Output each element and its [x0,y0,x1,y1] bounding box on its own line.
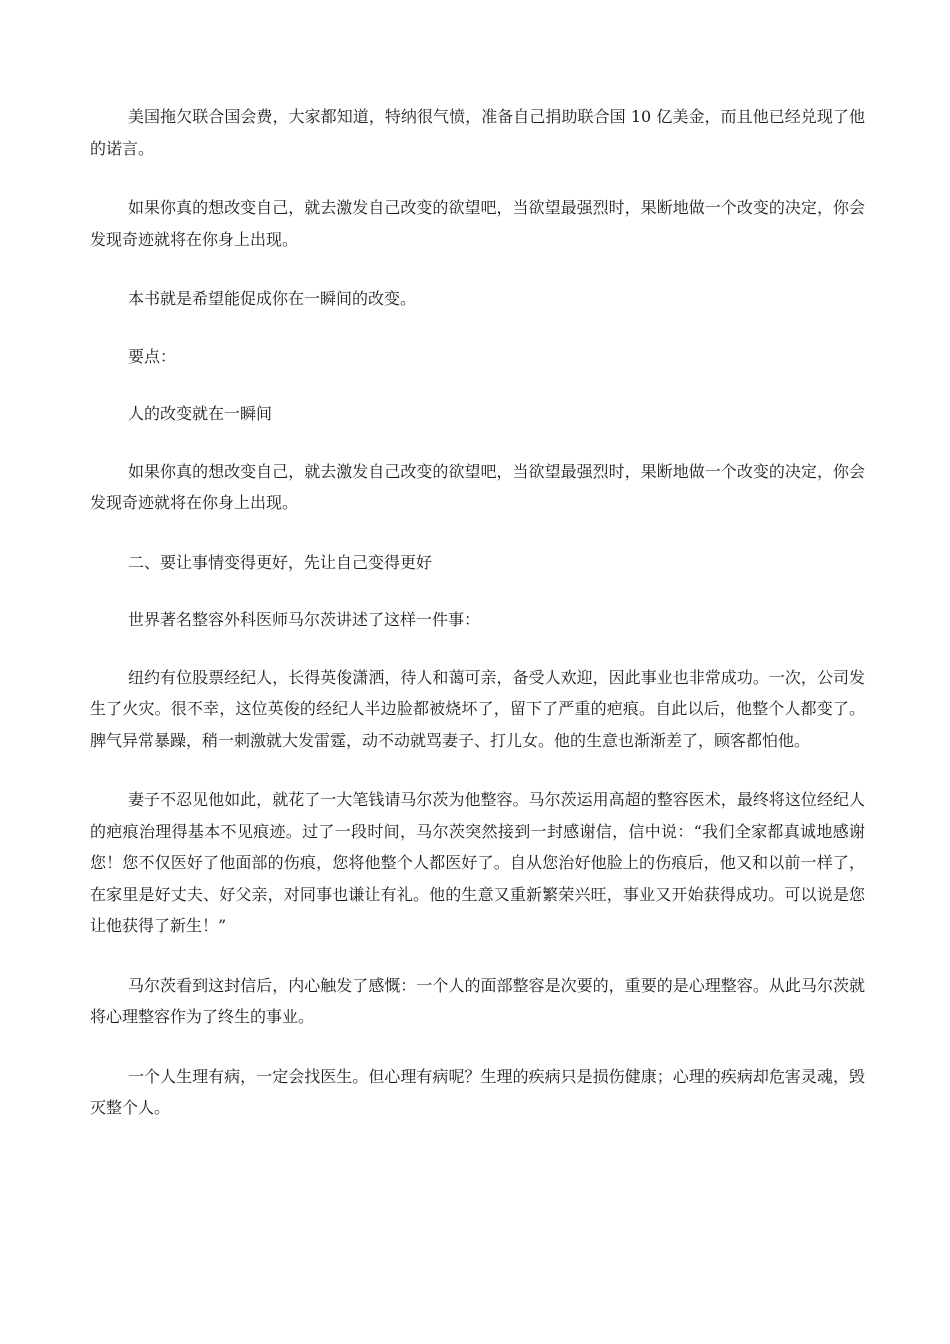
paragraph-maltz-reflection: 马尔茨看到这封信后，内心触发了感慨：一个人的面部整容是次要的，重要的是心理整容。从此马尔茨就将心理整容作为了终生的事业。 [90,975,865,1026]
paragraph-wife-letter: 妻子不忍见他如此，就花了一大笔钱请马尔茨为他整容。马尔茨运用高超的整容医术，最终将这位经纪人的疤痕治理得基本不见痕迹。过了一段时间，马尔茨突然接到一封感谢信，信中说：“我们全家都真诚地感谢您！您不仅医好了他面部的伤痕，您将他整个人都医好了。自从您治好他脸上的伤痕后，他又和以前一样了，在家里是好丈夫、好父亲，对同事也谦让有礼。他的生意又重新繁荣兴旺，事业又开始获得成功。可以说是您让他获得了新生！” [90,790,865,935]
paragraph-broker-story: 纽约有位股票经纪人，长得英俊潇洒，待人和蔼可亲，备受人欢迎，因此事业也非常成功。一次，公司发生了火灾。很不幸，这位英俊的经纪人半边脸都被烧坏了，留下了严重的疤痕。自此以后，他整个人都变了。脾气异常暴躁，稍一刺激就大发雷霆，动不动就骂妻子、打儿女。他的生意也渐渐差了，顾客都怕他。 [90,667,865,750]
section-heading: 二、要让事情变得更好，先让自己变得更好 [128,552,433,572]
paragraph-desire-change: 如果你真的想改变自己，就去激发自己改变的欲望吧，当欲望最强烈时，果断地做一个改变的决定，你会发现奇迹就将在你身上出现。 [90,198,865,249]
paragraph-key-points-label: 要点： [128,346,177,366]
document-body [90,101,865,1152]
paragraph-maltz-intro: 世界著名整容外科医师马尔茨讲述了这样一件事： [128,610,481,629]
paragraph-mental-illness: 一个人生理有病，一定会找医生。但心理有病呢？生理的疾病只是损伤健康；心理的疾病却危害灵魂，毁灭整个人。 [90,1066,865,1117]
paragraph-key-point: 人的改变就在一瞬间 [128,404,273,423]
paragraph-desire-change-repeat: 如果你真的想改变自己，就去激发自己改变的欲望吧，当欲望最强烈时，果断地做一个改变的决定，你会发现奇迹就将在你身上出现。 [90,461,865,512]
paragraph-un-dues: 美国拖欠联合国会费，大家都知道，特纳很气愤，准备自己捐助联合国 10 亿美金，而且他已经兑现了他的诺言。 [90,107,865,158]
paragraph-book-purpose: 本书就是希望能促成你在一瞬间的改变。 [128,289,417,308]
